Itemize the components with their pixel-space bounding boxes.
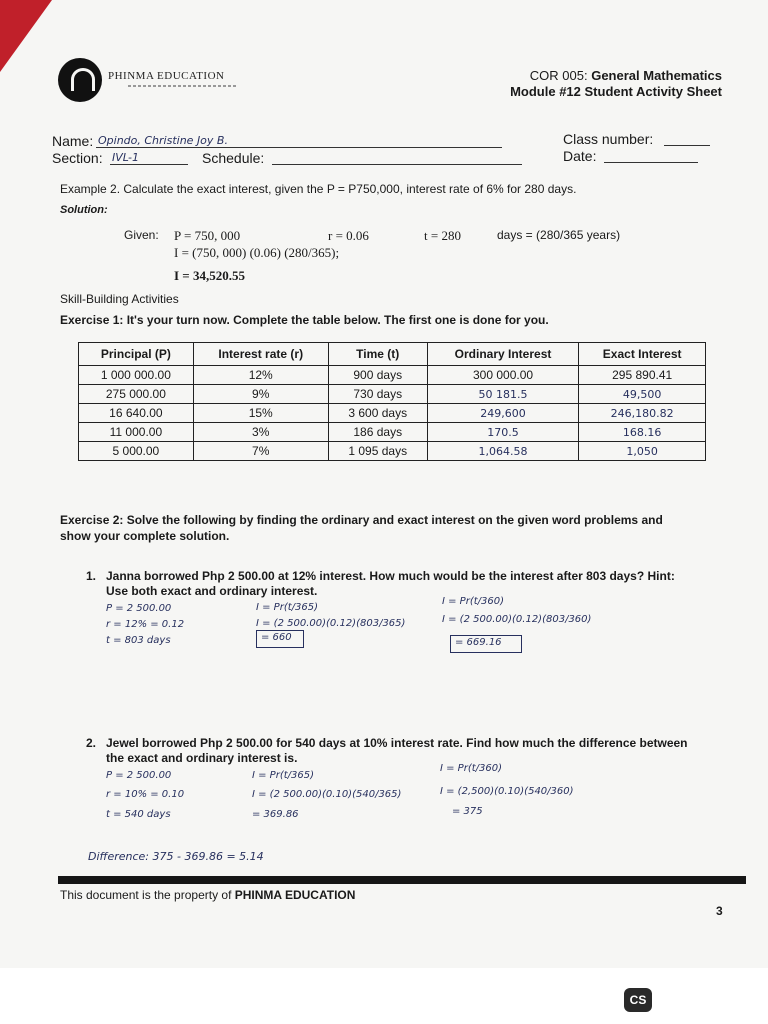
cell: 275 000.00 [79,385,194,404]
col-rate: Interest rate (r) [193,343,328,366]
cell: 730 days [328,385,427,404]
schedule-label: Schedule: [202,150,265,166]
p1-given-time: t = 803 days [106,635,171,646]
date-label: Date: [563,148,597,164]
problem1-text-line2: Use both exact and ordinary interest. [106,584,318,598]
brand-name: PHINMA EDUCATION [108,70,225,82]
given-rate: r = 0.06 [328,228,369,243]
section-label: Section: [52,150,103,166]
handwritten-cell[interactable]: 249,600 [427,404,579,423]
brand-tagline-decoration [128,85,238,87]
cell: 300 000.00 [427,366,579,385]
class-number-label: Class number: [563,131,654,147]
p1-ordinary-answer: = 669.16 [455,637,502,648]
cell: 16 640.00 [79,404,194,423]
table-row [79,385,706,404]
date-field[interactable] [604,148,698,163]
problem1-text-line1: Janna borrowed Php 2 500.00 at 12% interest. How much would be the interest after 803 days? Hint: [106,569,675,583]
given-label: Given: [124,228,159,242]
cell: 11 000.00 [79,423,194,442]
p2-difference: Difference: 375 - 369.86 = 5.14 [88,850,264,863]
module-header [510,68,722,100]
problem2-number: 2. [86,736,97,750]
handwritten-cell[interactable]: 170.5 [427,423,579,442]
p2-ordinary-substitution: I = (2,500)(0.10)(540/360) [440,786,574,797]
exercise2-title-line2: show your complete solution. [60,529,230,543]
problem1-number: 1. [86,569,97,583]
cell: 5 000.00 [79,442,194,461]
p2-exact-formula: I = Pr(t/365) [252,770,315,781]
footer-brand: PHINMA EDUCATION [234,888,356,902]
p1-exact-substitution: I = (2 500.00)(0.12)(803/365) [256,618,406,629]
p1-given-rate: r = 12% = 0.12 [106,619,185,630]
example-result: I = 34,520.55 [174,268,245,283]
table-row [79,423,706,442]
page-number: 3 [716,904,723,918]
handwritten-cell[interactable]: 168.16 [579,423,706,442]
name-value: Opindo, Christine Joy B. [98,134,228,147]
example-formula: I = (750, 000) (0.06) (280/365); [174,245,340,260]
p1-exact-answer-box [256,630,304,648]
p2-given-rate: r = 10% = 0.10 [106,789,185,800]
cell: 3 600 days [328,404,427,423]
p1-ordinary-formula: I = Pr(t/360) [442,596,505,607]
camscanner-badge-icon: CS [624,988,652,1012]
red-corner-decoration [0,0,52,72]
name-field[interactable] [96,133,502,148]
cell: 900 days [328,366,427,385]
p2-given-time: t = 540 days [106,809,171,820]
module-title: Module #12 Student Activity Sheet [510,84,722,99]
table-row [79,442,706,461]
handwritten-cell[interactable]: 1,050 [579,442,706,461]
cell: 9% [193,385,328,404]
p1-exact-formula: I = Pr(t/365) [256,602,319,613]
table-header-row [79,343,706,366]
given-principal: P = 750, 000 [174,228,241,243]
p1-ordinary-answer-box [450,635,522,653]
p1-given-principal: P = 2 500.00 [106,603,172,614]
cell: 12% [193,366,328,385]
section-field[interactable] [110,150,188,165]
footer-prefix: This document is the property of [60,888,235,902]
phinma-emblem-icon [58,58,102,102]
skill-building-heading: Skill-Building Activities [60,292,179,306]
p1-exact-answer: = 660 [261,632,292,643]
exercise1-table [78,342,706,461]
example-title: Example 2. Calculate the exact interest, given the P = P750,000, interest rate of 6% for 280 days. [60,182,577,196]
given-days: days = (280/365 years) [497,228,621,242]
p2-ordinary-answer: = 375 [452,806,483,817]
col-exact: Exact Interest [579,343,706,366]
cell: 3% [193,423,328,442]
table-row [79,366,706,385]
handwritten-cell[interactable]: 246,180.82 [579,404,706,423]
problem2-text-line1: Jewel borrowed Php 2 500.00 for 540 days at 10% interest rate. Find how much the difference between [106,736,688,750]
class-number-field[interactable] [664,131,710,146]
p2-exact-answer: = 369.86 [252,809,299,820]
p1-ordinary-substitution: I = (2 500.00)(0.12)(803/360) [442,614,592,625]
cell: 1 095 days [328,442,427,461]
phinma-logo [58,54,253,102]
exercise2-title-line1: Exercise 2: Solve the following by finding the ordinary and exact interest on the given word problems and [60,513,663,527]
handwritten-cell[interactable]: 1,064.58 [427,442,579,461]
col-ordinary: Ordinary Interest [427,343,579,366]
course-code: COR 005: [529,68,588,83]
table-row [79,404,706,423]
name-label: Name: [52,133,94,149]
p2-given-principal: P = 2 500.00 [106,770,172,781]
section-value: IVL-1 [112,151,140,164]
col-time: Time (t) [328,343,427,366]
cell: 295 890.41 [579,366,706,385]
p2-exact-substitution: I = (2 500.00)(0.10)(540/365) [252,789,402,800]
p2-ordinary-formula: I = Pr(t/360) [440,763,503,774]
handwritten-cell[interactable]: 49,500 [579,385,706,404]
footer-bar [58,876,746,884]
handwritten-cell[interactable]: 50 181.5 [427,385,579,404]
cell: 186 days [328,423,427,442]
given-time: t = 280 [424,228,461,243]
exercise1-title: Exercise 1: It's your turn now. Complete the table below. The first one is done for you. [60,313,549,327]
col-principal: Principal (P) [79,343,194,366]
footer-property-text [60,888,355,902]
problem2-text-line2: the exact and ordinary interest is. [106,751,298,765]
course-name: General Mathematics [591,68,722,83]
cell: 7% [193,442,328,461]
cell: 1 000 000.00 [79,366,194,385]
schedule-field[interactable] [272,150,522,165]
cell: 15% [193,404,328,423]
solution-label: Solution: [60,204,108,216]
